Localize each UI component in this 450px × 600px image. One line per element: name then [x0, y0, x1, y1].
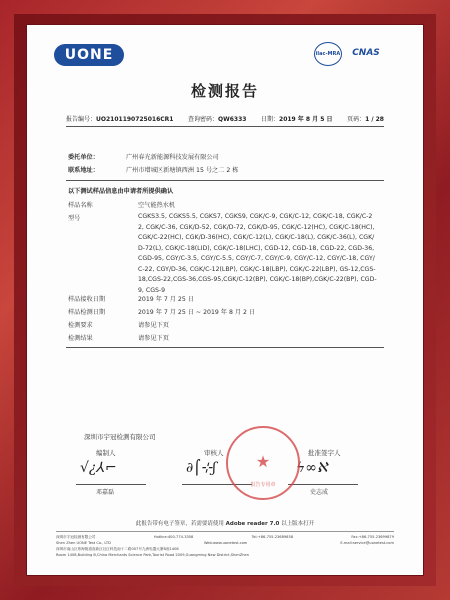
received-label: 样品接收日期 [68, 296, 106, 303]
compiler-label: 编制人 [96, 449, 116, 457]
cnas-icon: CNAS [352, 48, 380, 58]
result-value: 请参见下页 [138, 335, 169, 342]
footer: 深圳市宇冠检测有限公司 Hotline:400-774-3358 Tel:+86-755-23689858 Fax:+86-755-23699879 Shen Zhen UONE Test Co., LTD Web:www.uonetest.com E-mail:service@uonetest.com 深圳市南山区粤海街道高新区社区科技南十二路007号九洲电器大厦B座1408 Room 1408,Building B,China Merchants Science Park,Tourist Road 2009,Guangming New District,ShenZhen [56, 531, 394, 558]
certificate-paper [26, 24, 424, 576]
result-label: 检测结果 [68, 335, 93, 342]
reviewer-label: 审核人 [204, 449, 224, 457]
sample-name-label: 样品名称 [68, 202, 93, 209]
star-icon: ★ [255, 452, 271, 471]
reviewer-signature: ∂⌠⊹ʃ [186, 460, 217, 476]
test-req-value: 请参见下页 [138, 322, 169, 329]
stamp-label: 报告专用章 [250, 482, 276, 488]
divider [66, 347, 384, 348]
page-number: 1 / 28 [365, 116, 384, 123]
report-meta: 报告编号：UO2101190725016CR1 查询密码：QW6333 日期：2019 年 8 月 5 日 页码：1 / 28 [66, 116, 384, 123]
test-req-label: 检测要求 [68, 322, 93, 329]
test-date-value: 2019 年 7 月 25 日 ~ 2019 年 8 月 2 日 [138, 309, 256, 316]
section-title: 以下测试样品信息由申请者所提供确认 [68, 188, 174, 195]
report-date: 2019 年 8 月 5 日 [279, 116, 333, 123]
approver-signature: ϟ∞ℵ [296, 460, 328, 476]
compiler-name: 邓嘉磊 [96, 489, 115, 496]
client-value: 广州春光新能源科技发展有限公司 [126, 154, 219, 161]
official-stamp [226, 426, 300, 500]
compiler-signature: √¿⅄⌐ [80, 460, 117, 476]
report-number: UO2101190725016CR1 [96, 116, 174, 123]
test-date-label: 样品检测日期 [68, 309, 106, 316]
approver-name: 史志成 [310, 489, 329, 496]
model-list: CGKS3.5, CGKS5.5, CGKS7, CGKS9, CGK/C-9, CGK/C-12, CGK/C-18, CGK/C-22, CGK/C-36, CGK/D-52, CGK/D-72, CGK/D-95, CGK/C-12(HC), CGK/C-18(HC), CGK/C-22(HC), CGK/D-36(HC), CGK/C-12(L), CGK/C-18(L), CGK/C-36(L), CGK/D-72(L), CGK/C-18(LID), CGK/C-18(LHC), CGD-12, CGD-18, CGD-22, CGD-36, CGD-95, CGY/C-3.5, CGY/C-5.5, CGY/C-7, CGY/C-9, CGY/C-12, CGY/C-18, CGY/C-22, CGY/D-36, CGK/C-12(LBP), CGK/C-18(LBP), CGK/C-22(LBP), GS-12,CGS-18,CGS-22,CGS-36,CGS-95,CGK/C-12(BP), CGK/C-18(BP),CGK/C-22(BP), CGD-9, CGS-9 [138, 213, 377, 294]
lab-name: 深圳市宇冠检测有限公司 [84, 433, 156, 441]
address-value: 广州市增城区新塘镇西洲 15 号之二 2 栋 [126, 167, 239, 174]
divider [66, 126, 384, 127]
divider [66, 180, 384, 181]
sample-name-value: 空气能热水机 [138, 202, 176, 209]
query-password: QW6333 [218, 116, 247, 123]
ilac-mra-icon: ilac-MRA [314, 42, 342, 66]
model-label: 型号 [68, 215, 81, 222]
received-value: 2019 年 7 月 25 日 [138, 296, 194, 303]
address-row: 联系地址： [68, 167, 99, 174]
uone-logo: UONE [54, 44, 124, 66]
client-row: 委托单位： [68, 154, 99, 161]
approver-label: 批准签字人 [308, 449, 341, 457]
accreditation-marks [314, 42, 384, 66]
signature-line [288, 484, 358, 485]
e-signature-note: 此报告带有电子签章，若需要请使用 Adobe reader 7.0 以上版本打开 [135, 521, 315, 527]
document-title: 检测报告 [190, 82, 259, 100]
signature-line [76, 484, 146, 485]
